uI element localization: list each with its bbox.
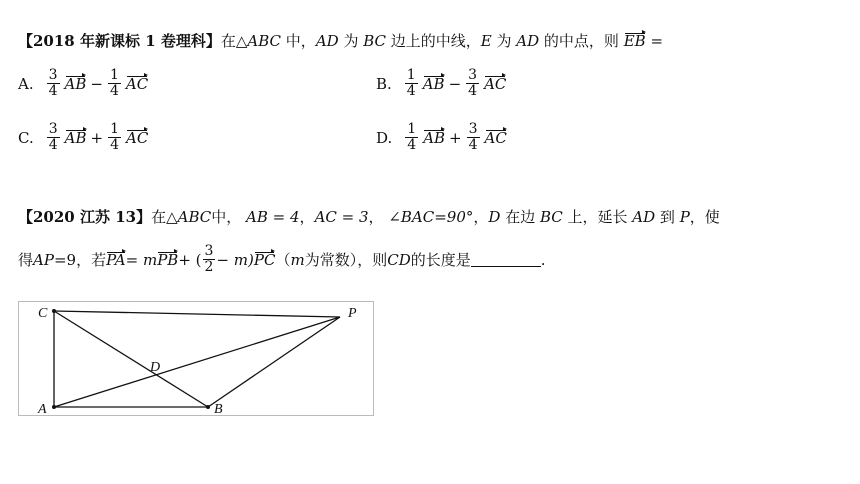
q2-ab-equation: AB = 4 (246, 208, 300, 226)
label-a: A (38, 402, 47, 416)
question-2-line-1 (18, 206, 720, 227)
q2-plus: + ( (178, 250, 202, 269)
geometry-figure (18, 301, 374, 416)
q2-ac-equation: AC = 3 (314, 208, 369, 226)
q1-source-tag: 【2018 年新课标 1 卷理科】 (18, 32, 221, 50)
coefficient-fraction (47, 122, 60, 153)
denominator: 2 (204, 259, 214, 275)
q2-segment-ad: AD (632, 208, 656, 226)
vector-ac: AC (484, 128, 507, 147)
q2-text-part: =9，若 (53, 251, 107, 269)
coefficient-fraction (47, 68, 60, 99)
q2-paren: （ (275, 251, 291, 269)
vector-ac: AC (125, 74, 149, 93)
label-d: D (150, 360, 161, 375)
q1-segment-bc: BC (363, 32, 386, 50)
q1-text-part: 边上的中线， (386, 32, 481, 50)
numerator: 3 (468, 121, 478, 137)
numerator: 1 (109, 67, 119, 83)
q2-text-part: 在△ (151, 208, 178, 226)
question-1-stem (18, 30, 663, 51)
coefficient-fraction (108, 68, 121, 99)
option-letter: D. (376, 128, 393, 147)
q2-text-part: 的长度是 (410, 251, 471, 269)
label-c: C (38, 306, 48, 321)
q2-text-part: 得 (18, 251, 34, 269)
numerator: 3 (48, 121, 58, 137)
vector-ac: AC (126, 128, 149, 147)
q2-period: . (540, 250, 546, 269)
denominator: 4 (468, 83, 478, 99)
option-c[interactable] (18, 122, 148, 153)
denominator: 4 (468, 137, 478, 153)
numerator: 3 (468, 67, 478, 83)
label-p: P (348, 306, 357, 321)
option-letter: B. (376, 74, 392, 93)
answer-blank[interactable] (471, 252, 541, 267)
point-b-dot (206, 405, 210, 409)
point-c-dot (52, 309, 56, 313)
option-a[interactable] (18, 68, 148, 99)
point-a-dot (52, 405, 56, 409)
operator: − (448, 74, 462, 93)
numerator: 1 (110, 121, 119, 137)
q2-vector-pb: PB (157, 250, 179, 269)
q2-source-tag: 【2020 江苏 13】 (18, 208, 152, 226)
numerator: 1 (407, 121, 417, 137)
vector-ab: AB (423, 128, 446, 147)
q2-triangle-name: ABC (177, 208, 212, 226)
denominator: 4 (48, 83, 58, 99)
q2-point-p: P (679, 208, 690, 226)
q2-minus-m: − m) (216, 250, 254, 269)
q2-text-part: 到 (655, 208, 680, 226)
vector-ab: AB (64, 74, 87, 93)
operator: − (90, 74, 103, 93)
vector-ab: AB (422, 74, 445, 93)
q1-vector-eb: EB (623, 32, 646, 50)
q1-text-part: 为 (491, 32, 517, 50)
numerator: 3 (48, 67, 58, 83)
q2-segment-bc: BC (539, 208, 563, 226)
coefficient-fraction (405, 122, 418, 153)
q2-separator: ， (299, 208, 315, 226)
q1-triangle-name: ABC (247, 32, 282, 50)
denominator: 4 (407, 137, 417, 153)
coefficient-fraction (467, 122, 480, 153)
segment-bp (208, 317, 340, 407)
q2-text-part: 上，延长 (562, 208, 633, 226)
q1-text-part: 在△ (220, 32, 248, 50)
q1-segment-ad: AD (516, 32, 540, 50)
denominator: 4 (109, 83, 119, 99)
option-letter: C. (18, 128, 34, 147)
q2-text-part: 中， (211, 208, 247, 226)
coefficient-fraction (405, 68, 418, 99)
option-d[interactable] (376, 122, 507, 153)
denominator: 4 (48, 137, 58, 153)
vector-ab: AB (64, 128, 87, 147)
segment-cb (54, 311, 208, 407)
q2-segment-cd: CD (387, 250, 411, 269)
label-b: B (214, 402, 223, 416)
vector-ac: AC (484, 74, 507, 93)
q2-angle: ∠BAC=90° (388, 208, 474, 226)
q1-equals: = (645, 32, 664, 50)
q2-eq-m: = m (125, 250, 158, 269)
option-letter: A. (18, 74, 34, 93)
q2-separator: ， (368, 208, 389, 226)
denominator: 4 (406, 83, 416, 99)
segment-cp (54, 311, 340, 317)
q1-segment-ad: AD (315, 32, 339, 50)
segment-ap (54, 317, 340, 407)
numerator: 1 (406, 67, 416, 83)
q1-text-part: 的中点，则 (539, 32, 624, 50)
q2-vector-pc: PC (253, 250, 276, 269)
q2-fraction (203, 244, 216, 275)
q2-point-d: D (488, 208, 501, 226)
operator: + (449, 128, 462, 147)
coefficient-fraction (108, 122, 121, 153)
q1-point-e: E (480, 32, 492, 50)
q2-text-part: ，使 (689, 208, 720, 226)
operator: + (90, 128, 104, 147)
q1-text-part: 中， (281, 32, 316, 50)
q2-separator: ， (473, 208, 489, 226)
denominator: 4 (110, 137, 119, 153)
option-b[interactable] (376, 68, 506, 99)
q2-vector-pa: PA (106, 250, 126, 269)
q2-m: m (290, 250, 305, 269)
q1-text-part: 为 (338, 32, 364, 50)
question-2-line-2 (18, 244, 546, 275)
numerator: 3 (204, 243, 214, 259)
coefficient-fraction (466, 68, 479, 99)
q2-segment-ap: AP (33, 250, 54, 269)
q2-text-part: 在边 (500, 208, 540, 226)
figure-frame (19, 302, 374, 416)
q2-text-part: 为常数），则 (304, 251, 388, 269)
